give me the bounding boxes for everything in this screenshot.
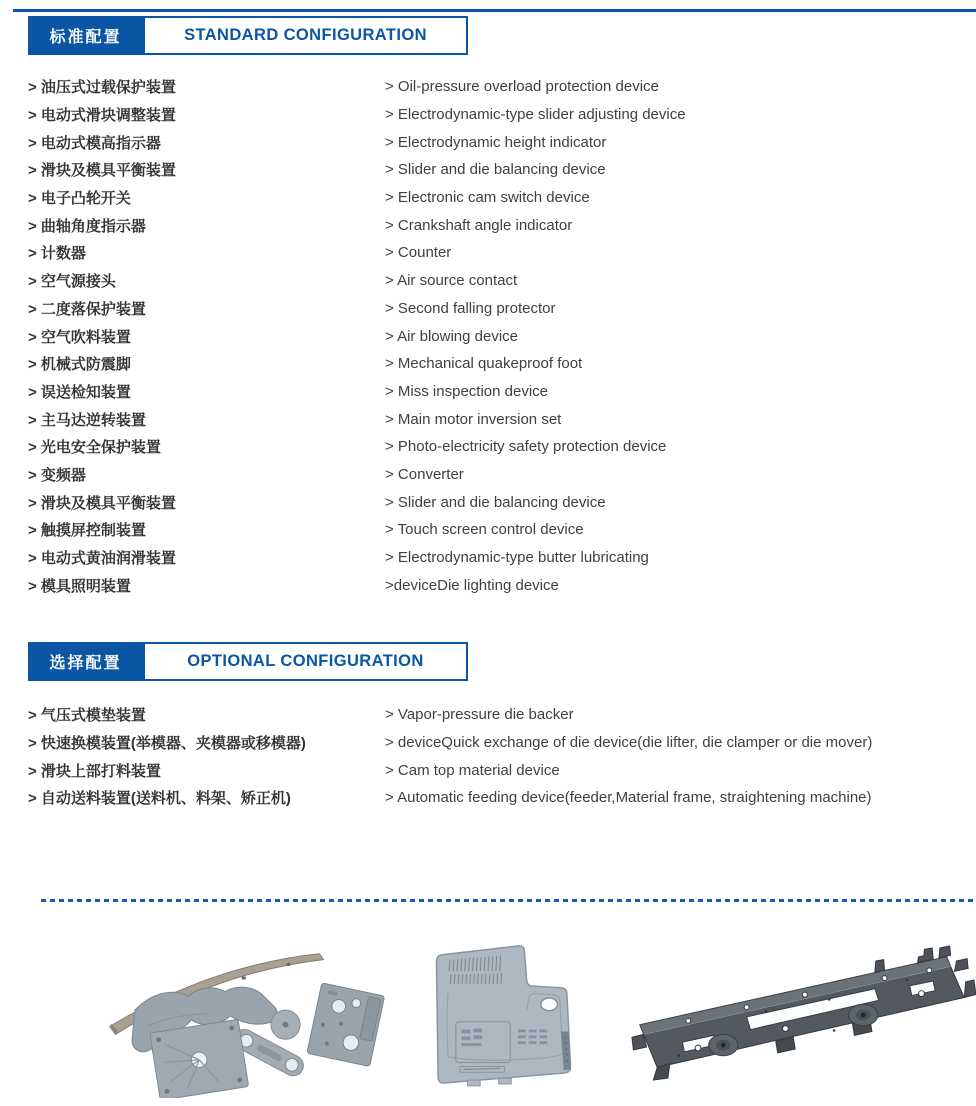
item-text-en: > Touch screen control device xyxy=(385,521,584,539)
config-row xyxy=(28,184,976,212)
config-row xyxy=(28,101,976,129)
optional-config-tag-cn: 选择配置 xyxy=(28,642,143,681)
dashed-divider-line xyxy=(41,899,976,902)
optional-config-header xyxy=(28,642,976,681)
item-text-cn: > 滑块及模具平衡装置 xyxy=(28,494,176,512)
item-text-cn: > 触摸屏控制装置 xyxy=(28,522,146,540)
item-text-en: > Vapor-pressure die backer xyxy=(385,706,574,724)
standard-config-title-en: STANDARD CONFIGURATION xyxy=(143,16,468,55)
item-text-cn: > 曲轴角度指示器 xyxy=(28,217,146,235)
item-text-cn: > 滑块上部打料装置 xyxy=(28,762,161,780)
item-text-cn: > 电动式黄油润滑装置 xyxy=(28,550,176,568)
config-row xyxy=(28,378,976,406)
item-text-en: >deviceDie lighting device xyxy=(385,576,559,594)
standard-config-tag-cn: 标准配置 xyxy=(28,16,143,55)
item-text-cn: > 电子凸轮开关 xyxy=(28,190,131,208)
optional-config-section xyxy=(28,642,976,812)
item-text-cn: > 主马达逆转装置 xyxy=(28,411,146,429)
config-row xyxy=(28,784,976,812)
item-text-en: > Automatic feeding device(feeder,Material frame, straightening machine) xyxy=(385,789,872,807)
config-row xyxy=(28,405,976,433)
item-text-en: > Crankshaft angle indicator xyxy=(385,216,573,234)
item-text-en: > Oil-pressure overload protection device xyxy=(385,78,659,96)
item-text-cn: > 变频器 xyxy=(28,466,86,484)
config-row xyxy=(28,156,976,184)
item-text-en: > Miss inspection device xyxy=(385,382,548,400)
config-row xyxy=(28,239,976,267)
standard-config-list xyxy=(28,73,976,599)
item-text-en: > Photo-electricity safety protection device xyxy=(385,438,667,456)
item-text-cn: > 自动送料装置(送料机、料架、矫正机) xyxy=(28,790,291,808)
metal-chassis-photo xyxy=(630,939,976,1089)
item-text-en: > Second falling protector xyxy=(385,299,556,317)
item-text-en: > Electrodynamic-type butter lubricating xyxy=(385,549,649,567)
top-divider-line xyxy=(13,9,976,12)
config-row xyxy=(28,322,976,350)
item-text-en: > deviceQuick exchange of die device(die lifter, die clamper or die mover) xyxy=(385,734,873,752)
config-row xyxy=(28,461,976,489)
config-row xyxy=(28,211,976,239)
config-row xyxy=(28,756,976,784)
config-row xyxy=(28,73,976,101)
config-row xyxy=(28,571,976,599)
item-text-en: > Air source contact xyxy=(385,272,518,290)
config-row xyxy=(28,488,976,516)
item-text-cn: > 模具照明装置 xyxy=(28,577,131,595)
item-text-en: > Slider and die balancing device xyxy=(385,493,606,511)
item-text-cn: > 滑块及模具平衡装置 xyxy=(28,162,176,180)
item-text-cn: > 光电安全保护装置 xyxy=(28,439,161,457)
item-text-cn: > 快速换模装置(举模器、夹模器或移模器) xyxy=(28,735,306,753)
item-text-cn: > 油压式过载保护装置 xyxy=(28,79,176,97)
item-text-cn: > 计数器 xyxy=(28,245,86,263)
item-text-en: > Slider and die balancing device xyxy=(385,161,606,179)
item-text-en: > Main motor inversion set xyxy=(385,410,562,428)
item-text-en: > Electrodynamic height indicator xyxy=(385,133,607,151)
item-text-en: > Converter xyxy=(385,465,464,483)
item-text-cn: > 电动式滑块调整装置 xyxy=(28,107,176,125)
item-text-cn: > 空气源接头 xyxy=(28,273,116,291)
item-text-en: > Air blowing device xyxy=(385,327,518,345)
config-row xyxy=(28,516,976,544)
config-row xyxy=(28,350,976,378)
item-text-en: > Electronic cam switch device xyxy=(385,189,590,207)
item-text-cn: > 机械式防震脚 xyxy=(28,356,131,374)
stamped-parts-photo xyxy=(98,930,389,1098)
config-row xyxy=(28,729,976,757)
item-text-cn: > 电动式模高指示器 xyxy=(28,134,161,152)
item-text-cn: > 二度落保护装置 xyxy=(28,300,146,318)
config-row xyxy=(28,544,976,572)
item-text-en: > Electrodynamic-type slider adjusting device xyxy=(385,106,686,124)
config-row xyxy=(28,701,976,729)
item-text-en: > Mechanical quakeproof foot xyxy=(385,355,583,373)
config-row xyxy=(28,267,976,295)
config-row xyxy=(28,128,976,156)
laptop-bottom-cover-photo xyxy=(417,930,602,1098)
item-text-cn: > 误送检知装置 xyxy=(28,383,131,401)
optional-config-list xyxy=(28,701,976,812)
config-row xyxy=(28,433,976,461)
item-text-cn: > 气压式模垫装置 xyxy=(28,707,146,725)
item-text-en: > Counter xyxy=(385,244,452,262)
product-photos-row xyxy=(98,928,976,1100)
config-row xyxy=(28,295,976,323)
optional-config-title-en: OPTIONAL CONFIGURATION xyxy=(143,642,468,681)
item-text-cn: > 空气吹料装置 xyxy=(28,328,131,346)
standard-config-header xyxy=(28,16,976,55)
standard-config-section xyxy=(28,16,976,599)
item-text-en: > Cam top material device xyxy=(385,761,560,779)
